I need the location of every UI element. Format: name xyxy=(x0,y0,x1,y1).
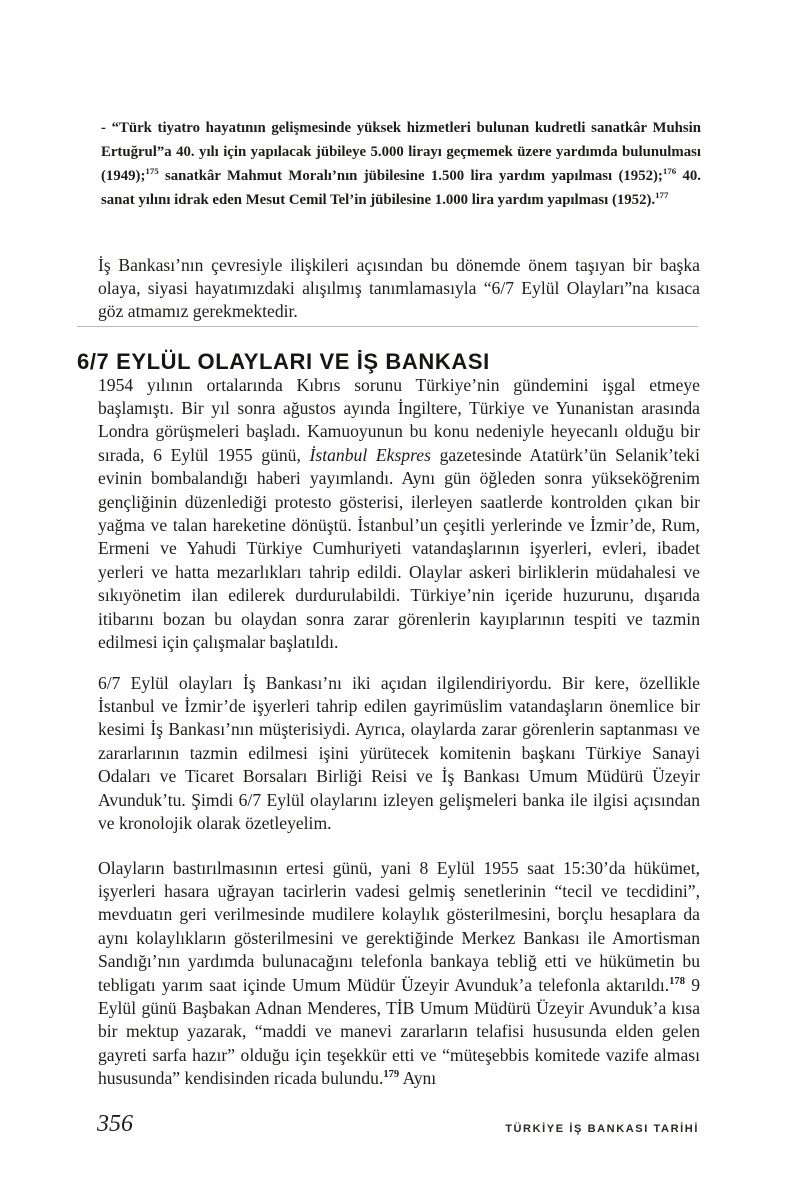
section-paragraph-1: 1954 yılının ortalarında Kıbrıs sorunu Türkiye’nin gündemini işgal etmeye başlamıştı. Bir yıl sonra ağustos ayında İngiltere, Türkiye ve Yunanistan arasında Londra görüşmeleri başladı. Kamuoyunun bu konu nedeniyle heyecanlı olduğu bir sırada, 6 Eylül 1955 günü, İstanbul Ekspres gazetesinde Atatürk’ün Selanik’teki evinin bombalandığı haberi yayımlandı. Aynı gün öğleden sonra yükseköğrenim gençliğinin düzenlediği protesto gösterisi, ilerleyen saatlerde kontrolden çıkan bir yağma ve talan hareketine dönüştü. İstanbul’un çeşitli yerlerinde ve İzmir’de, Rum, Ermeni ve Yahudi Türkiye Cumhuriyeti vatandaşlarının işyerleri, evleri, ibadet yerleri ve hatta mezarlıkları tahrip edildi. Olaylar askeri birliklerin müdahalesi ve sıkıyönetim ilan edilerek durdurulabildi. Türkiye’nin içeride huzurunu, dışarıda itibarını bozan bu olaydan sonra zarar görenlerin kayıplarının tespiti ve tazmin edilmesi için çalışmalar başlatıldı. xyxy=(98,374,700,653)
section-heading: 6/7 EYLÜL OLAYLARI VE İŞ BANKASI xyxy=(77,349,490,375)
section-paragraph-2: 6/7 Eylül olayları İş Bankası’nı iki açıdan ilgilendiriyordu. Bir kere, özellikle İstanbul ve İzmir’de işyerleri tahrip edilen gayrimüslim vatandaşların önemlice bir kesimi İş Bankası’nın müşterisiydi. Ayrıca, olaylarda zarar görenlerin saptanması ve zararlarının tazmin edilmesi işini yürütecek komitenin başkanı Türkiye Sanayi Odaları ve Ticaret Borsaları Birliği Reisi ve İş Bankası Umum Müdürü Üzeyir Avunduk’tu. Şimdi 6/7 Eylül olaylarını izleyen gelişmeleri banka ile ilgisi açısından ve kronolojik olarak özetleyelim. xyxy=(98,672,700,834)
footer-page-number: 356 xyxy=(97,1111,133,1137)
footnote-block-quote: - “Türk tiyatro hayatının gelişmesinde yüksek hizmetleri bulunan kudretli sanatkâr Muhsin Ertuğrul”a 40. yılı için yapılacak jübileye 5.000 lirayı geçmemek üzere yardımda bulunulması (1949);$^{175}$ sanatkâr Mahmut Moralı’nın jübilesine 1.500 lira yardım yapılması (1952);$^{176}$ 40. sanat yılını idrak eden Mesut Cemil Tel’in jübilesine 1.000 lira yardım yapılması (1952).$^{177}$ xyxy=(101,119,701,208)
section-divider xyxy=(77,326,698,327)
footer-book-title: TÜRKİYE İŞ BANKASI TARİHİ xyxy=(505,1123,699,1135)
section-paragraph-3: Olayların bastırılmasının ertesi günü, yani 8 Eylül 1955 saat 15:30’da hükümet, işyerleri hasara uğrayan tacirlerin vadesi gelmiş senetlerinin “tecil ve tecdidini”, mevduatın geri verilmesinde mudilere kolaylık gösterilmesini, borçlu hesaplara da aynı kolaylıkların gösterilmesini ve gerektiğinde Merkez Bankası ile Amortisman Sandığı’nın yardımda bulunacağını telefonla bankaya tebliğ etti ve hükümetin bu tebligatı yarım saat içinde Umum Müdür Üzeyir Avunduk’a telefonla aktarıldı.$^{178}$ 9 Eylül günü Başbakan Adnan Menderes, TİB Umum Müdürü Üzeyir Avunduk’a kısa bir mektup yazarak, “maddi ve manevi zararların telafisi hususunda elden gelen gayreti sarfa hazır” olduğu için teşekkür etti ve “müteşebbis komitede vazife alması hususunda” kendisinden ricada bulundu.$^{179}$ Aynı xyxy=(98,857,700,1089)
intro-paragraph: İş Bankası’nın çevresiyle ilişkileri açısından bu dönemde önem taşıyan bir başka olaya, siyasi hayatımızdaki alışılmış tanımlamasıyla “6/7 Eylül Olayları”na kısaca göz atmamız gerekmektedir. xyxy=(98,254,700,322)
